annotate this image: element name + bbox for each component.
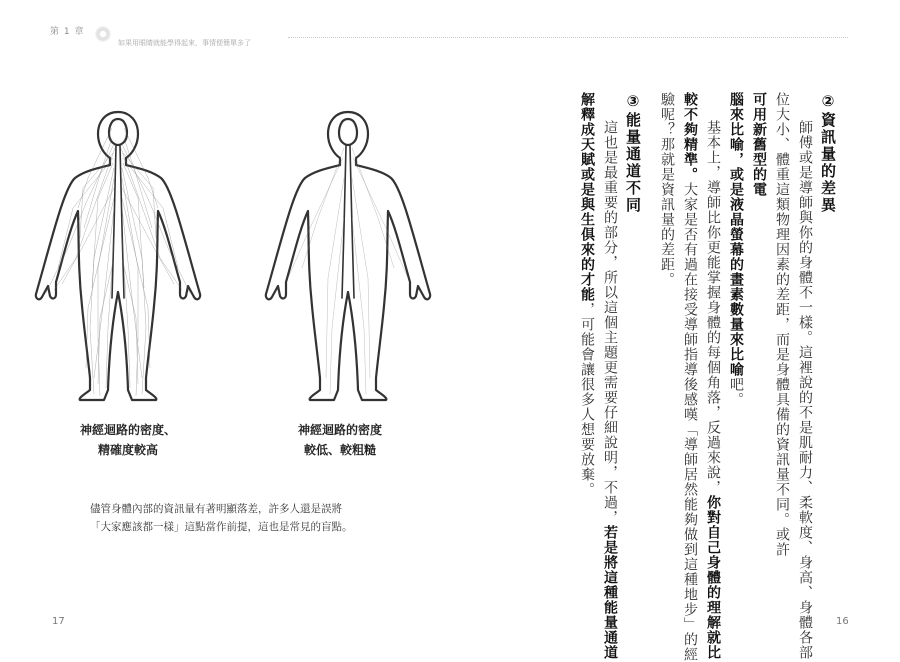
running-header: [48, 22, 848, 52]
running-subtitle: 如果用眼睛就能學得起來，事情便簡單多了: [118, 39, 251, 47]
caption-dense: [38, 420, 218, 460]
caption-sparse: [250, 420, 430, 460]
figure-sparse-pathways: [258, 108, 438, 408]
page-number-left: 17: [52, 616, 65, 627]
body-column-6: 較不夠精準。大家是否有過在接受導師指導後感嘆「導師居然能夠做到這種地步」的經: [682, 92, 698, 662]
section-heading-2: ②資訊量的差異: [819, 92, 837, 214]
figure-note-line2: 「大家應該都一樣」這點當作前提，這也是常見的盲點。: [90, 521, 353, 533]
caption-dense-line2: 精確度較高: [97, 443, 158, 457]
body-column-7: 驗呢？那就是資訊量的差距。: [659, 92, 675, 287]
body-column-8: 這也是最重要的部分，所以這個主題更需要仔細說明，不過，若是將這種能量通道: [602, 120, 618, 660]
body-column-9: 解釋成天賦或是與生俱來的才能，可能會讓很多人想要放棄。: [579, 92, 595, 497]
section-heading-3: ③能量通道不同: [624, 92, 642, 214]
figure-note-line1: 儘管身體內部的資訊量有著明顯落差，許多人還是誤將: [90, 503, 342, 515]
caption-dense-line1: 神經迴路的密度、: [79, 423, 176, 437]
caption-sparse-line2: 較低、較粗糙: [303, 443, 376, 457]
figure-dense-pathways: [28, 108, 208, 408]
human-figure-sparse-icon: [258, 108, 438, 408]
body-column-3: 可用新舊型的電: [751, 92, 767, 197]
page-number-right: 16: [836, 616, 849, 627]
human-figure-dense-icon: [28, 108, 208, 408]
caption-sparse-line1: 神經迴路的密度: [297, 423, 382, 437]
header-dotted-rule: [288, 37, 848, 38]
body-column-5: 基本上，導師比你更能掌握身體的每個角落，反過來說，你對自己身體的理解就比: [705, 120, 721, 660]
body-column-1: 師傅或是導師與你的身體不一樣。這裡說的不是肌耐力、柔軟度、身高、身體各部: [797, 120, 813, 660]
body-column-4: 腦來比喻，或是液晶螢幕的畫素數量來比喻吧。: [728, 92, 744, 407]
chapter-circle-icon: [95, 26, 111, 42]
chapter-label: 第 1 章: [50, 27, 85, 37]
figure-note: [90, 500, 353, 536]
body-column-2: 位大小、體重這類物理因素的差距，而是身體具備的資訊量不同。或許: [774, 92, 790, 557]
